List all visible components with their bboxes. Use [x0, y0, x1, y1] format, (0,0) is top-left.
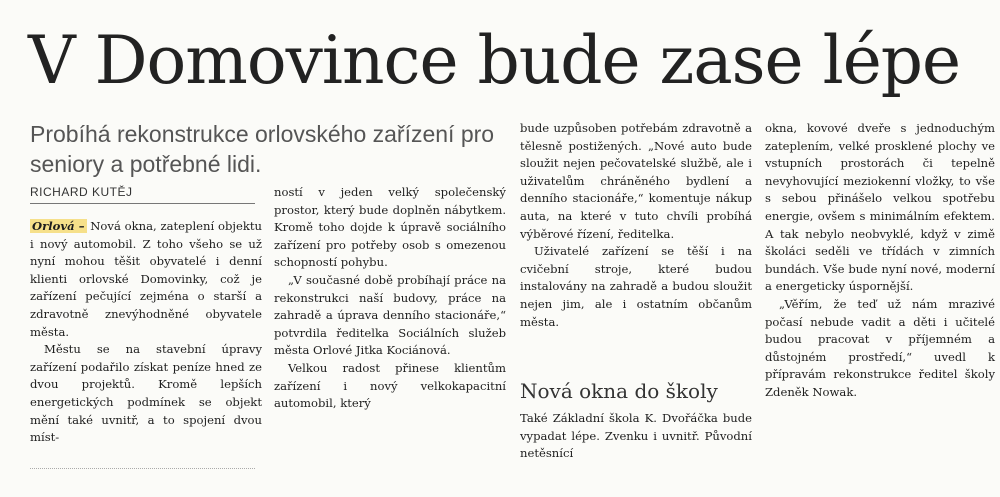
article-column-3-continued — [520, 410, 752, 463]
section-heading: Nová okna do školy — [520, 379, 718, 403]
paragraph: ností v jeden velký společenský prostor, který bude doplněn nábytkem. Kromě toho dojde k úpravě sociálního zařízení pro potřeby osob s omezenou schopností pohybu. — [274, 185, 506, 270]
byline: RICHARD KUTĚJ — [30, 185, 255, 204]
paragraph: bude uzpůsoben potřebám zdravotně a tělesně postižených. „Nové auto bude sloužit nejen pečovatelské službě, ale i uživatelům chráněného bydlení a denního stacionáře,“ komentuje nákup auta, na které v tuto chvíli probíhá výběrové řízení, ředitelka. — [520, 121, 752, 241]
headline: V Domovince bude zase lépe — [28, 22, 961, 99]
paragraph: Velkou radost přinese klientům zařízení i nový velkokapacitní automobil, který — [274, 360, 506, 411]
paragraph: „Věřím, že teď už nám mrazivé počasí nebude vadit a děti i učitelé budou pracovat v příjemném a důstojném prostředí,“ uvedl k přípravám rekonstrukce ředitel školy Zdeněk Nowak. — [765, 296, 995, 399]
article-column-1 — [30, 218, 262, 447]
article-column-3 — [520, 120, 752, 331]
article-column-4 — [765, 120, 995, 402]
article-column-2 — [274, 184, 506, 413]
divider — [30, 468, 255, 469]
paragraph: Městu se na stavební úpravy zařízení podařilo získat peníze hned ze dvou projektů. Kromě lepších energetických podmínek se objekt mění také uvnitř, a to spojení dvou míst- — [30, 342, 262, 445]
paragraph: Uživatelé zařízení se těší i na cvičební stroje, které budou instalovány na zahradě a budou sloužit nejen jim, ale i ostatním občanům města. — [520, 244, 752, 329]
paragraph: Také Základní škola K. Dvořáčka bude vypadat lépe. Zvenku i uvnitř. Původní netěsnící — [520, 411, 752, 461]
paragraph — [30, 218, 262, 341]
paragraph: okna, kovové dveře s jednoduchým zateplením, velké prosklené plochy ve vstupních prostorách či tepelně nevyhovující meziokenní vložky, to vše s sebou přinášelo velkou spotřebu energie, ovšem s minimálním efektem. A tak nebylo neobvyklé, když v zimě školáci seděli ve třídách v zimních bundách. Vše bude nyní nové, moderní a energeticky úspornější. — [765, 121, 995, 294]
dateline: Orlová – — [32, 219, 85, 233]
paragraph-text: Nová okna, zateplení objektu i nový automobil. Z toho všeho se už nyní mohou těšit obyvatelé i denní klienti orlovské Domovinky, což je zařízení pečující zejména o starší a zdravotně znevýhodněné obyvatele města. — [30, 219, 262, 339]
paragraph: „V současné době probíhají práce na rekonstrukci naší budovy, práce na zahradě a úprava denního stacionáře,“ potvrdila ředitelka Sociálních služeb města Orlové Jitka Kociánová. — [274, 272, 506, 358]
subheadline: Probíhá rekonstrukce orlovského zařízení pro seniory a potřebné lidi. — [30, 121, 495, 177]
